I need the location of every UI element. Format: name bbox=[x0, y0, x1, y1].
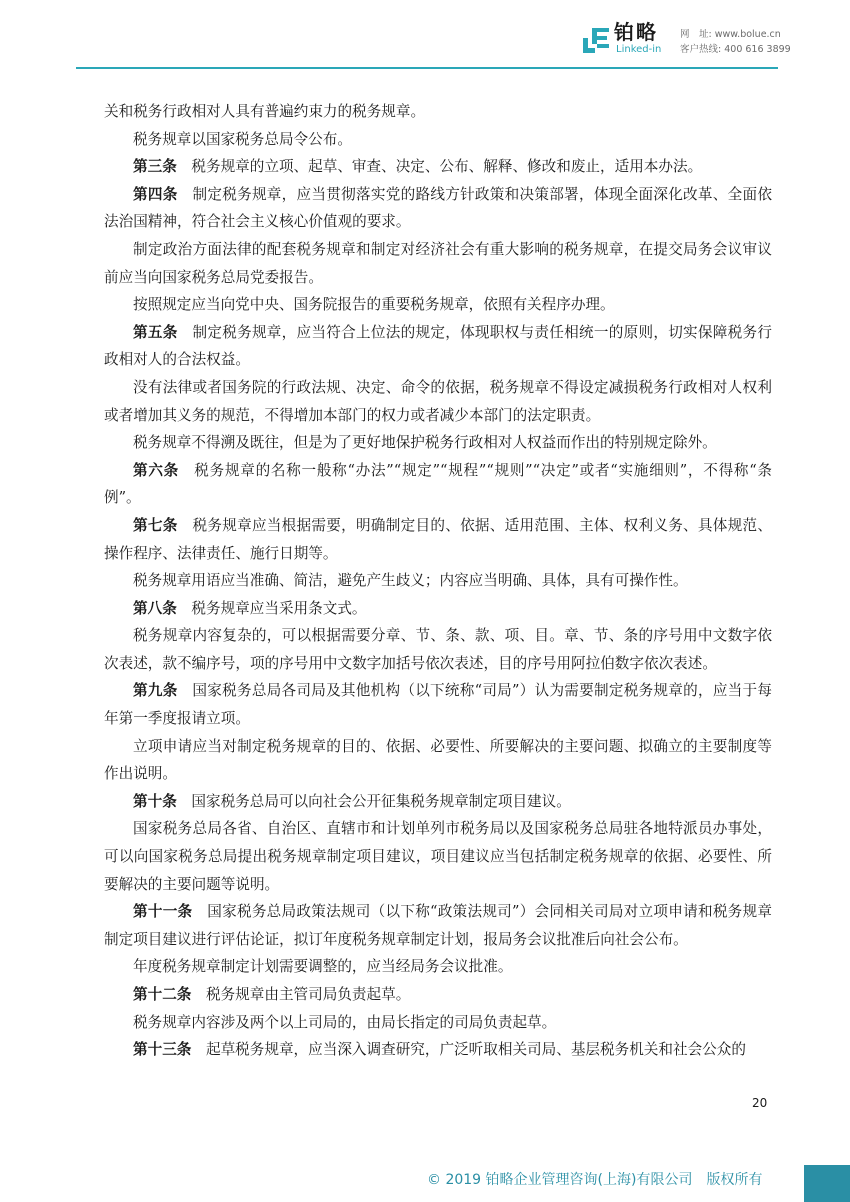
paragraph-text: 国家税务总局各省、自治区、直辖市和计划单列市税务局以及国家税务总局驻各地特派员办事处，可以向国家税务总局提出税务规章制定项目建议，项目建议应当包括制定税务规章的依据、必要性、所要解决的主要问题等说明。 bbox=[104, 820, 772, 893]
body-paragraph bbox=[104, 429, 772, 457]
article-paragraph bbox=[104, 512, 772, 567]
header-divider bbox=[76, 67, 778, 69]
paragraph-text: 制定政治方面法律的配套税务规章和制定对经济社会有重大影响的税务规章，在提交局务会议审议前应当向国家税务总局党委报告。 bbox=[104, 240, 772, 286]
body-paragraph bbox=[104, 98, 772, 126]
website-line bbox=[680, 27, 791, 42]
article-number: 第六条 bbox=[133, 461, 179, 479]
paragraph-text: 税务规章以国家税务总局令公布。 bbox=[133, 130, 352, 148]
body-paragraph bbox=[104, 1009, 772, 1037]
body-paragraph bbox=[104, 374, 772, 429]
page-header bbox=[0, 0, 850, 70]
article-paragraph bbox=[104, 1036, 772, 1064]
paragraph-text: 国家税务总局政策法规司（以下称“政策法规司”）会同相关司局对立项申请和税务规章制定项目建议进行评估论证，拟订年度税务规章制定计划，报局务会议批准后向社会公布。 bbox=[104, 903, 772, 948]
article-number: 第九条 bbox=[133, 682, 178, 700]
article-number: 第十条 bbox=[133, 792, 177, 810]
article-paragraph bbox=[104, 457, 772, 512]
paragraph-text: 立项申请应当对制定税务规章的目的、依据、必要性、所要解决的主要问题、拟确立的主要制度等作出说明。 bbox=[104, 737, 772, 783]
paragraph-text: 国家税务总局各司局及其他机构（以下统称“司局”）认为需要制定税务规章的，应当于每年第一季度报请立项。 bbox=[104, 682, 772, 728]
footer-accent-block bbox=[804, 1165, 850, 1202]
article-paragraph bbox=[104, 181, 772, 236]
article-number: 第三条 bbox=[133, 158, 177, 176]
paragraph-text: 税务规章应当根据需要，明确制定目的、依据、适用范围、主体、权利义务、具体规范、操作程序、法律责任、施行日期等。 bbox=[104, 516, 772, 562]
paragraph-text: 税务规章的名称一般称“办法”“规定”“规程”“规则”“决定”或者“实施细则”，不得称“条例”。 bbox=[104, 461, 772, 507]
body-paragraph bbox=[104, 622, 772, 677]
page-number: 20 bbox=[752, 1096, 768, 1110]
contact-info bbox=[680, 27, 791, 57]
paragraph-text: 税务规章用语应当准确、简洁，避免产生歧义；内容应当明确、具体，具有可操作性。 bbox=[133, 572, 688, 590]
logo-subtitle: Linked-in bbox=[616, 44, 662, 55]
paragraph-text: 国家税务总局可以向社会公开征集税务规章制定项目建议。 bbox=[176, 792, 571, 810]
paragraph-text: 制定税务规章，应当贯彻落实党的路线方针政策和决策部署，体现全面深化改革、全面依法治国精神，符合社会主义核心价值观的要求。 bbox=[104, 185, 772, 231]
article-paragraph bbox=[104, 898, 772, 953]
paragraph-text: 税务规章的立项、起草、审查、决定、公布、解释、修改和废止，适用本办法。 bbox=[176, 158, 703, 176]
website-url[interactable]: www.bolue.cn bbox=[714, 29, 781, 40]
article-paragraph bbox=[104, 319, 772, 374]
body-paragraph bbox=[104, 567, 772, 595]
body-paragraph bbox=[104, 236, 772, 291]
hotline-number: 400 616 3899 bbox=[724, 44, 791, 55]
paragraph-text: 税务规章应当采用条文式。 bbox=[176, 599, 367, 617]
article-paragraph bbox=[104, 981, 772, 1009]
article-paragraph bbox=[104, 153, 772, 181]
paragraph-text: 税务规章不得溯及既往，但是为了更好地保护税务行政相对人权益而作出的特别规定除外。 bbox=[133, 434, 717, 452]
paragraph-text: 按照规定应当向党中央、国务院报告的重要税务规章，依照有关程序办理。 bbox=[133, 296, 615, 314]
body-paragraph bbox=[104, 126, 772, 154]
article-paragraph bbox=[104, 788, 772, 816]
paragraph-text: 税务规章内容涉及两个以上司局的，由局长指定的司局负责起草。 bbox=[133, 1013, 557, 1031]
website-label: 网 址: bbox=[680, 29, 712, 40]
paragraph-text: 税务规章内容复杂的，可以根据需要分章、节、条、款、项、目。章、节、条的序号用中文数字依次表述，款不编序号，项的序号用中文数字加括号依次表述，目的序号用阿拉伯数字依次表述。 bbox=[104, 627, 772, 672]
article-paragraph bbox=[104, 595, 772, 623]
article-paragraph bbox=[104, 677, 772, 732]
paragraph-text: 税务规章由主管司局负责起草。 bbox=[191, 986, 411, 1003]
body-paragraph bbox=[104, 291, 772, 319]
body-paragraph bbox=[104, 815, 772, 898]
paragraph-text: 年度税务规章制定计划需要调整的，应当经局务会议批准。 bbox=[133, 958, 513, 976]
hotline-line bbox=[680, 42, 791, 57]
article-number: 第十三条 bbox=[133, 1041, 192, 1059]
article-number: 第四条 bbox=[133, 185, 178, 203]
body-paragraph bbox=[104, 953, 772, 981]
article-number: 第八条 bbox=[133, 599, 177, 617]
paragraph-text: 关和税务行政相对人具有普遍约束力的税务规章。 bbox=[104, 103, 426, 120]
article-number: 第五条 bbox=[133, 323, 178, 341]
bolue-logo-icon bbox=[583, 26, 609, 56]
paragraph-text: 没有法律或者国务院的行政法规、决定、命令的依据，税务规章不得设定减损税务行政相对人权利或者增加其义务的规范，不得增加本部门的权力或者减少本部门的法定职责。 bbox=[104, 378, 772, 424]
paragraph-text: 起草税务规章，应当深入调查研究，广泛听取相关司局、基层税务机关和社会公众的 bbox=[191, 1041, 746, 1059]
article-number: 第十二条 bbox=[133, 986, 192, 1003]
article-number: 第十一条 bbox=[133, 903, 193, 921]
hotline-label: 客户热线: bbox=[680, 44, 722, 55]
body-paragraph bbox=[104, 733, 772, 788]
footer-copyright: © 2019 铂略企业管理咨询(上海)有限公司 版权所有 bbox=[427, 1172, 763, 1188]
logo-wordmark: 铂略 bbox=[614, 20, 658, 44]
article-number: 第七条 bbox=[133, 516, 178, 534]
regulation-body bbox=[104, 98, 772, 1064]
paragraph-text: 制定税务规章，应当符合上位法的规定，体现职权与责任相统一的原则，切实保障税务行政相对人的合法权益。 bbox=[104, 323, 772, 369]
